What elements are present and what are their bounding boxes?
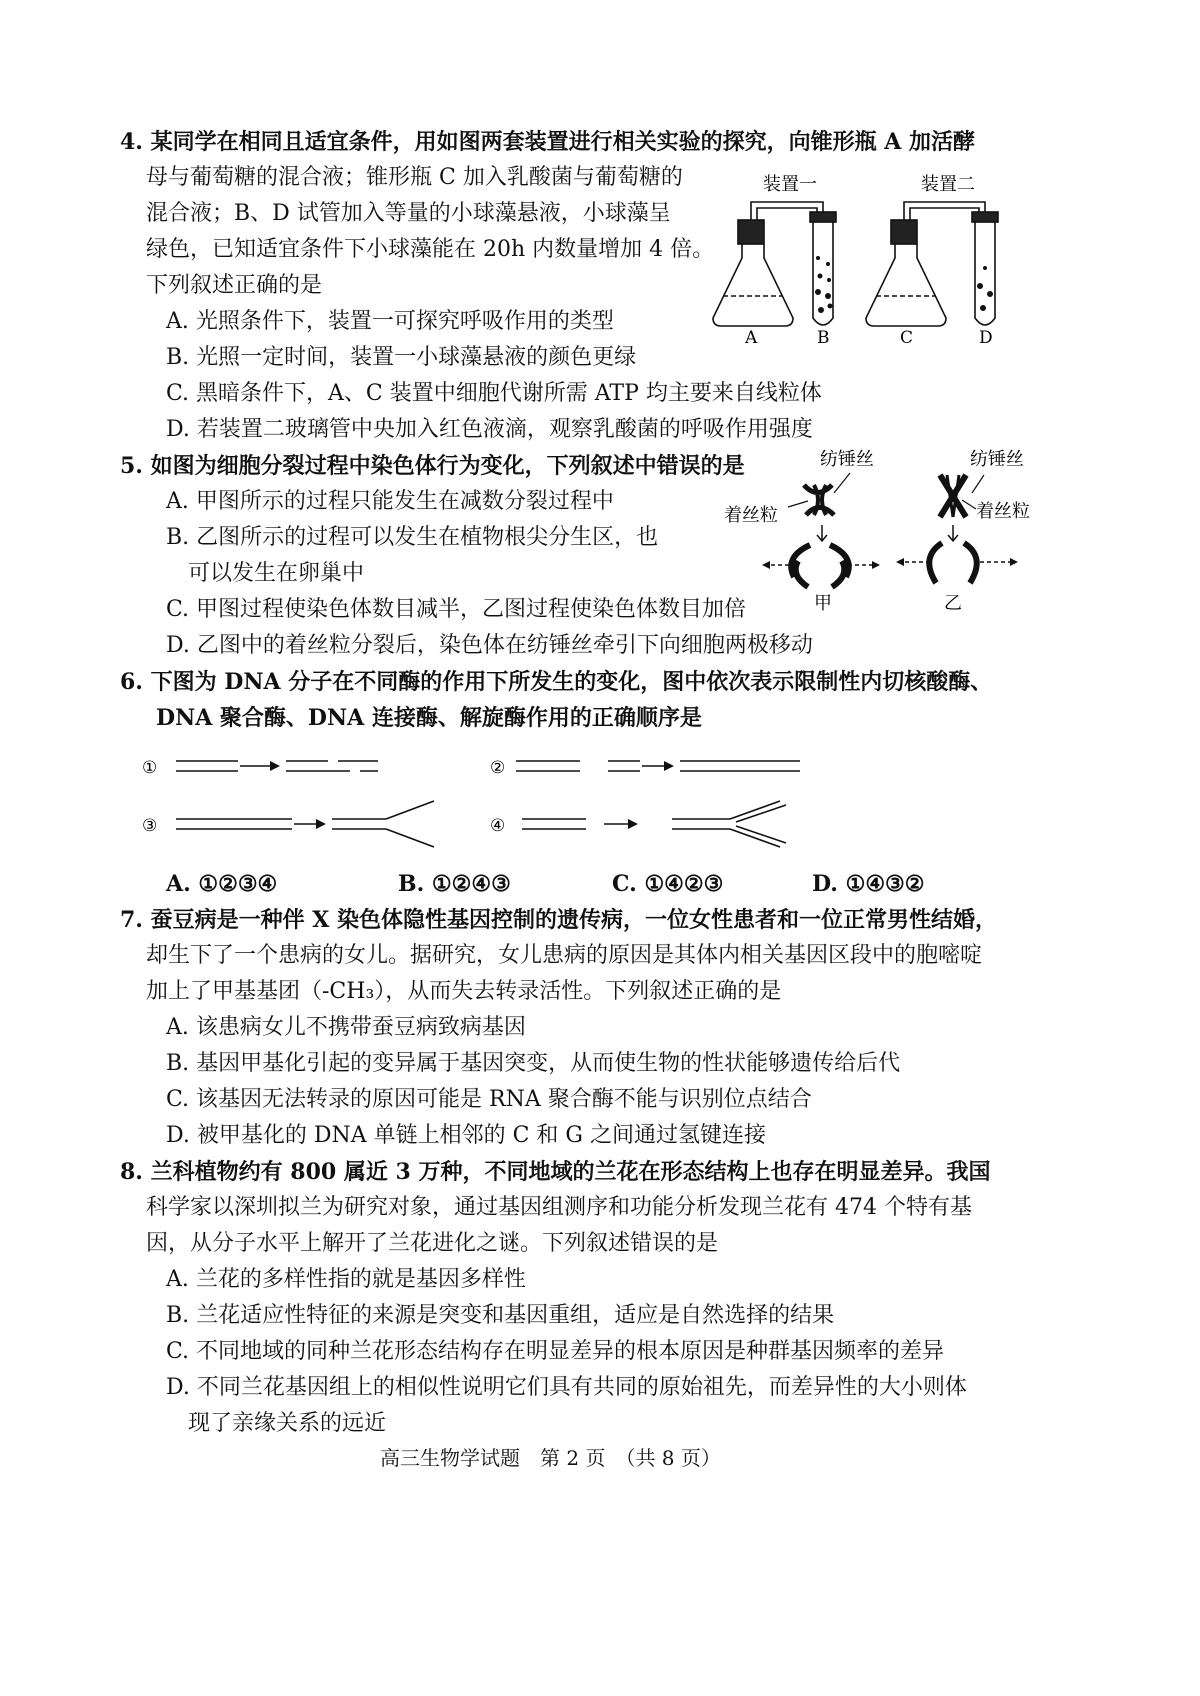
flask-a-label: A	[745, 328, 758, 346]
q4-stem-line1: 4. 某同学在相同且适宜条件，用如图两套装置进行相关实验的探究，向锥形瓶 A 加活酵	[120, 129, 976, 155]
q8-option-b: B. 兰花适应性特征的来源是突变和基因重组，适应是自然选择的结果	[166, 1303, 835, 1328]
tube-d-label: D	[979, 328, 993, 346]
q8-option-c: C. 不同地域的同种兰花形态结构存在明显差异的根本原因是种群基因频率的差异	[166, 1339, 945, 1364]
q8-stem-line1: 8. 兰科植物约有 800 属近 3 万种，不同地域的兰花在形态结构上也存在明显差异。我国	[120, 1159, 991, 1185]
q7-stem-line1: 7. 蚕豆病是一种伴 X 染色体隐性基因控制的遗传病，一位女性患者和一位正常男性结婚，	[120, 907, 998, 933]
page-footer: 高三生物学试题 第 2 页 （共 8 页）	[380, 1446, 721, 1470]
q4-option-b: B. 光照一定时间，装置一小球藻悬液的颜色更绿	[166, 345, 637, 370]
spindle-label-yi: 纺锤丝	[970, 449, 1024, 470]
dna-process-2-number: ②	[490, 758, 506, 778]
dna-process-4-number: ④	[490, 816, 506, 836]
q6-option-a: A. ①②③④	[166, 871, 278, 897]
apparatus1-label: 装置一	[763, 174, 817, 195]
q4-option-a: A. 光照条件下，装置一可探究呼吸作用的类型	[166, 309, 614, 334]
q4-stem-line2: 母与葡萄糖的混合液；锥形瓶 C 加入乳酸菌与葡萄糖的	[146, 165, 683, 190]
q7-option-b: B. 基因甲基化引起的变异属于基因突变，从而使生物的性状能够遗传给后代	[166, 1051, 901, 1076]
apparatus-figure	[705, 168, 1010, 346]
q7-stem-line3: 加上了甲基基团（-CH₃），从而失去转录活性。下列叙述正确的是	[146, 979, 782, 1004]
q7-option-c: C. 该基因无法转录的原因可能是 RNA 聚合酶不能与识别位点结合	[166, 1087, 812, 1112]
centromere-label-yi: 着丝粒	[976, 501, 1030, 522]
q4-option-d: D. 若装置二玻璃管中央加入红色液滴，观察乳酸菌的呼吸作用强度	[166, 417, 813, 442]
q7-stem-line2: 却生下了一个患病的女儿。据研究，女儿患病的原因是其体内相关基因区段中的胞嘧啶	[146, 943, 983, 968]
q4-stem-line4: 绿色，已知适宜条件下小球藻能在 20h 内数量增加 4 倍。	[146, 237, 715, 262]
q5-option-d: D. 乙图中的着丝粒分裂后，染色体在纺锤丝牵引下向细胞两极移动	[166, 633, 813, 658]
q8-option-a: A. 兰花的多样性指的就是基因多样性	[166, 1267, 526, 1292]
q6-stem-line2: DNA 聚合酶、DNA 连接酶、解旋酶作用的正确顺序是	[156, 705, 702, 731]
q7-option-a: A. 该患病女儿不携带蚕豆病致病基因	[166, 1015, 526, 1040]
tube-b-label: B	[817, 328, 830, 346]
q5-option-a: A. 甲图所示的过程只能发生在减数分裂过程中	[166, 489, 614, 514]
q4-stem-line5: 下列叙述正确的是	[146, 273, 323, 298]
q5-option-c: C. 甲图过程使染色体数目减半，乙图过程使染色体数目加倍	[166, 597, 747, 622]
figure-yi-label: 乙	[944, 593, 962, 614]
dna-process-3-number: ③	[142, 816, 158, 836]
q5-option-b-line1: B. 乙图所示的过程可以发生在植物根尖分生区，也	[166, 525, 659, 550]
q6-option-b: B. ①②④③	[398, 871, 511, 897]
q7-option-d: D. 被甲基化的 DNA 单链上相邻的 C 和 G 之间通过氢键连接	[166, 1123, 766, 1148]
q8-stem-line3: 因，从分子水平上解开了兰花进化之谜。下列叙述错误的是	[146, 1231, 719, 1256]
q6-option-c: C. ①④②③	[612, 871, 724, 897]
spindle-label-jia: 纺锤丝	[820, 449, 874, 470]
apparatus2-label: 装置二	[921, 174, 975, 195]
q8-option-d-line2: 现了亲缘关系的远近	[188, 1411, 387, 1436]
q6-option-d: D. ①④③②	[812, 871, 925, 897]
q6-stem-line1: 6. 下图为 DNA 分子在不同酶的作用下所发生的变化，图中依次表示限制性内切核酸酶、	[120, 669, 993, 695]
flask-c-label: C	[900, 328, 914, 346]
q5-stem: 5. 如图为细胞分裂过程中染色体行为变化，下列叙述中错误的是	[120, 453, 745, 479]
figure-jia-label: 甲	[814, 593, 832, 614]
q4-stem-line3: 混合液；B、D 试管加入等量的小球藻悬液，小球藻呈	[146, 201, 671, 226]
q5-option-b-line2: 可以发生在卵巢中	[188, 561, 365, 586]
q8-option-d-line1: D. 不同兰花基因组上的相似性说明它们具有共同的原始祖先，而差异性的大小则体	[166, 1375, 967, 1400]
dna-process-1-number: ①	[142, 758, 158, 778]
dna-enzyme-figure	[140, 745, 820, 855]
q4-option-c: C. 黑暗条件下，A、C 装置中细胞代谢所需 ATP 均主要来自线粒体	[166, 381, 822, 406]
centromere-label-jia: 着丝粒	[724, 505, 778, 526]
chromosome-figure	[722, 445, 1040, 615]
q8-stem-line2: 科学家以深圳拟兰为研究对象，通过基因组测序和功能分析发现兰花有 474 个特有基	[146, 1195, 972, 1220]
